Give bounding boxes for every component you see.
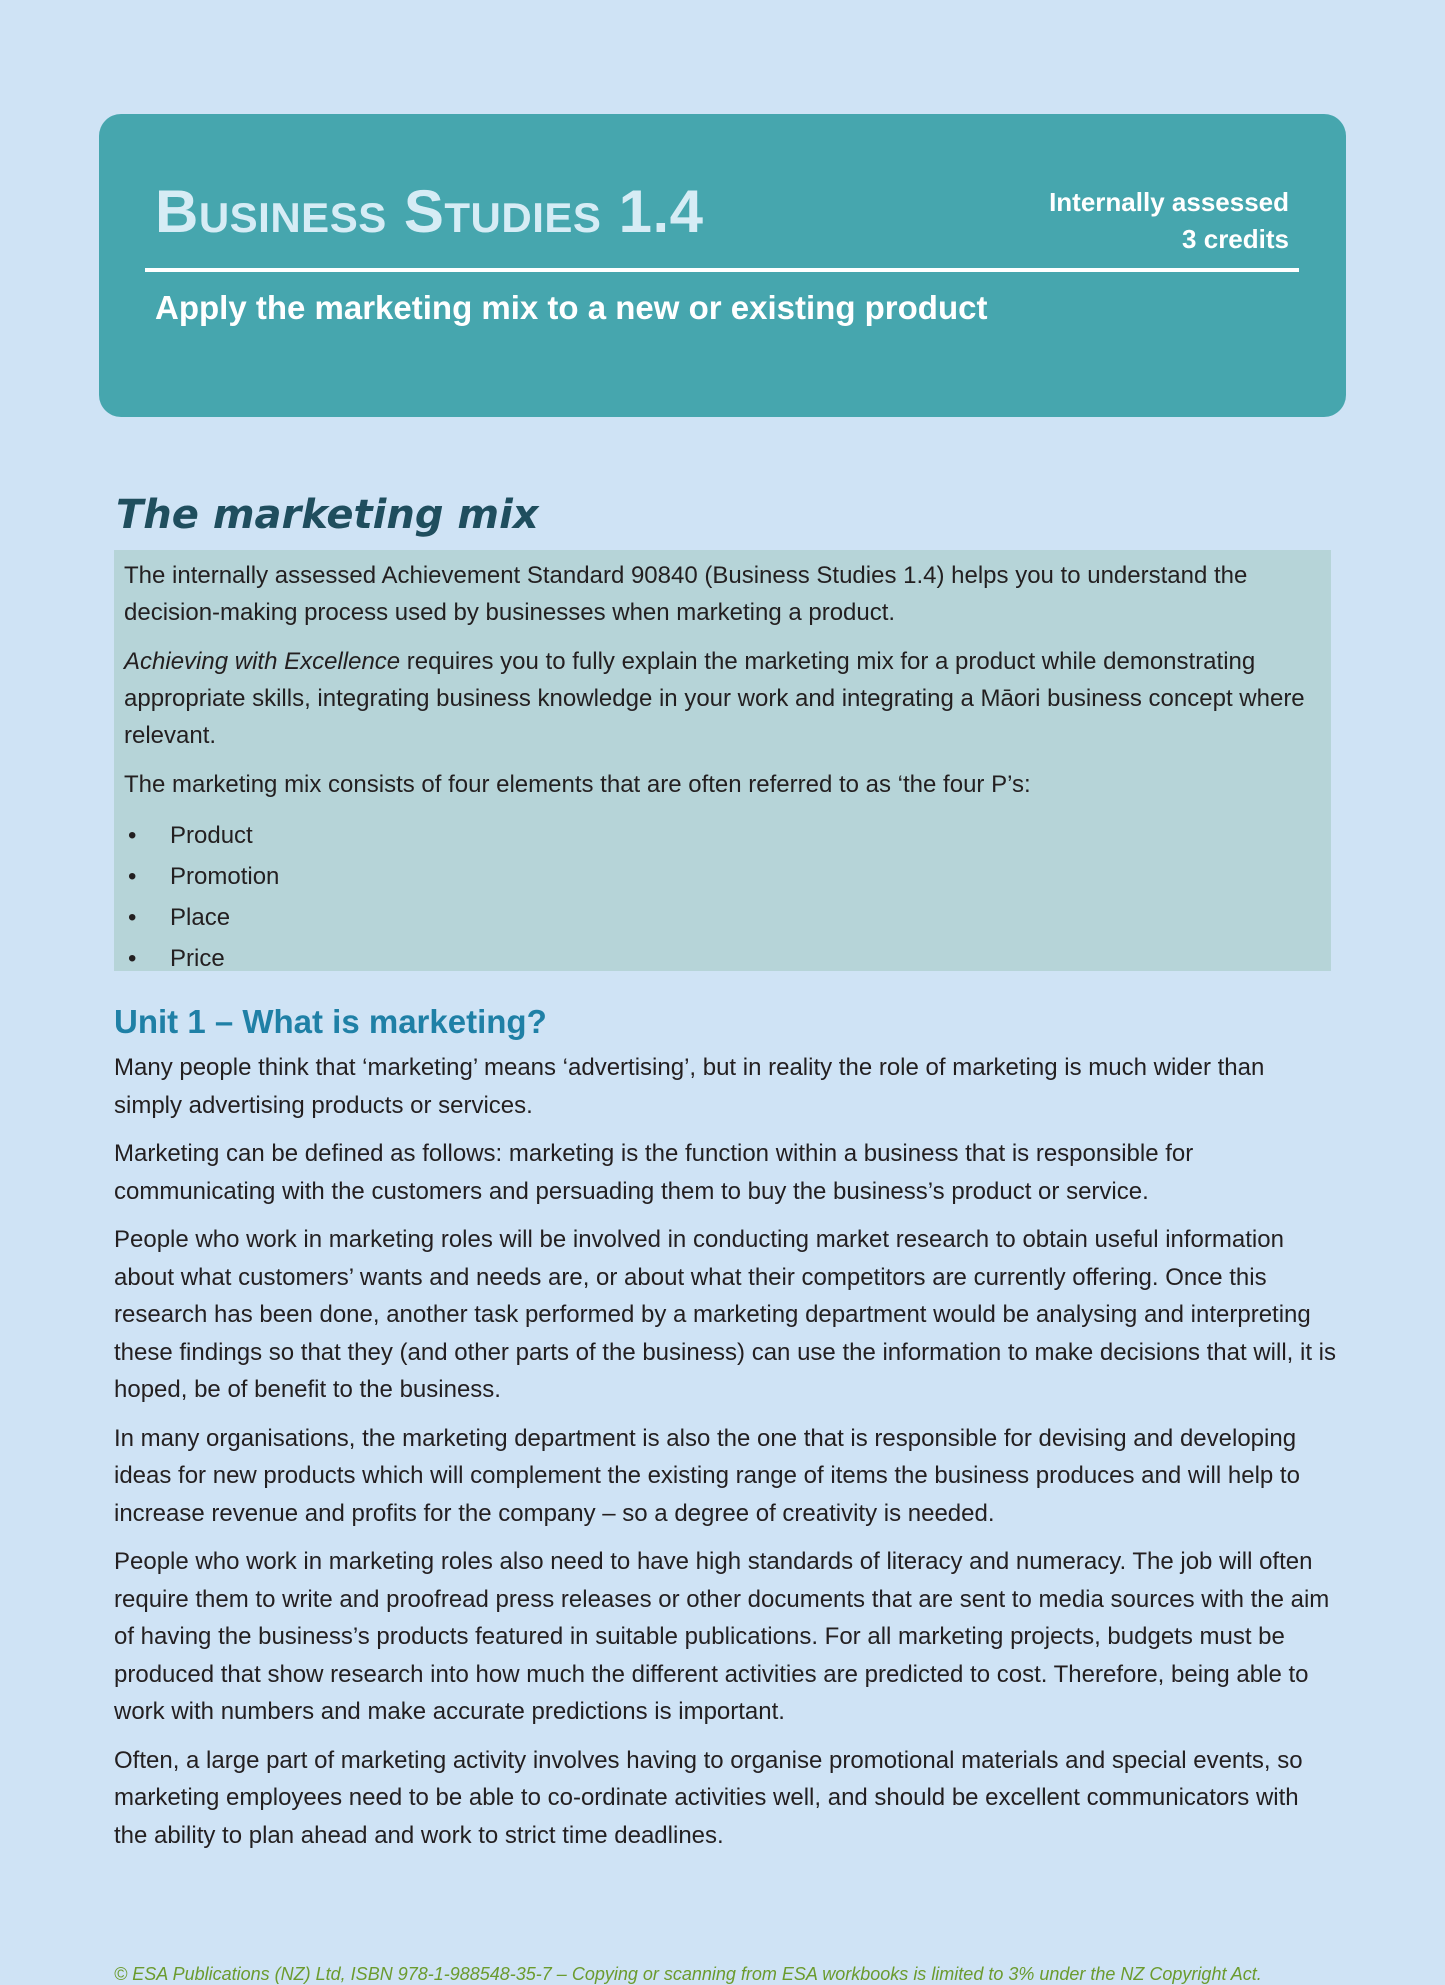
body-paragraph: Many people think that ‘marketing’ means ‘advertising’, but in reality the role of marketing is much wider than simply advertising products or services. <box>114 1054 1265 1119</box>
bullet-icon: • <box>128 863 137 890</box>
list-item-label: Promotion <box>170 863 280 890</box>
assessment-info <box>1049 184 1289 258</box>
body-paragraph: People who work in marketing roles also need to have high standards of literacy and numeracy. The job will often require them to write and proofread press releases or other documents that are sent to media sources with the aim of having the business’s products featured in suitable publications. For all marketing projects, budgets must be produced that show research into how much the different activities are predicted to cost. Therefore, being able to work with numbers and make accurate predictions is important. <box>114 1548 1330 1725</box>
list-item-label: Place <box>170 904 231 931</box>
page-title: Business Studies 1.4 <box>155 178 704 245</box>
list-item <box>124 938 1321 979</box>
bullet-icon: • <box>128 822 137 849</box>
section-heading-marketing-mix: The marketing mix <box>116 492 539 538</box>
body-paragraph: In many organisations, the marketing department is also the one that is responsible for devising and developing ideas for new products which will complement the existing range of items the business produces and will help to increase revenue and profits for the company – so a degree of creativity is needed. <box>114 1424 1300 1527</box>
intro-paragraph <box>124 643 1321 754</box>
emphasis-text: Achieving with Excellence <box>124 648 401 675</box>
unit-body <box>114 1049 1336 1865</box>
title-banner <box>99 114 1346 417</box>
list-item <box>124 897 1321 938</box>
list-item <box>124 856 1321 897</box>
copyright-footer: © ESA Publications (NZ) Ltd, ISBN 978-1-988548-35-7 – Copying or scanning from ESA workbooks is limited to 3% under the NZ Copyright Act. <box>114 1964 1262 1984</box>
body-paragraph: People who work in marketing roles will be involved in conducting market research to obtain useful information about what customers’ wants and needs are, or about what their competitors are currently offering. Once this research has been done, another task performed by a marketing department would be analysing and interpreting these findings so that they (and other parts of the business) can use the information to make decisions that will, it is hoped, be of benefit to the business. <box>114 1226 1336 1403</box>
standard-subtitle: Apply the marketing mix to a new or existing product <box>155 289 988 326</box>
unit-heading: Unit 1 – What is marketing? <box>114 1003 547 1040</box>
list-item-label: Price <box>170 945 225 972</box>
body-paragraph: Marketing can be defined as follows: marketing is the function within a business that is responsible for communicating with the customers and persuading them to buy the business’s product or service. <box>114 1140 1194 1205</box>
intro-box <box>114 550 1331 971</box>
list-item <box>124 815 1321 856</box>
intro-paragraph: The marketing mix consists of four elements that are often referred to as ‘the four P’s: <box>124 771 1031 798</box>
assessment-type: Internally assessed <box>1049 187 1289 217</box>
credits-count: 3 credits <box>1182 224 1289 254</box>
list-item-label: Product <box>170 822 253 849</box>
body-paragraph: Often, a large part of marketing activity involves having to organise promotional materials and special events, so marketing employees need to be able to co-ordinate activities well, and should be excellent communicators with the ability to plan ahead and work to strict time deadlines. <box>114 1746 1303 1849</box>
bullet-icon: • <box>128 945 137 972</box>
paragraph-text: requires you to fully explain the marketing mix for a product while demonstrating appropriate skills, integrating business knowledge in your work and integrating a Māori business concept where relevant. <box>124 648 1305 749</box>
intro-paragraph: The internally assessed Achievement Standard 90840 (Business Studies 1.4) helps you to understand the decision-making process used by businesses when marketing a product. <box>124 562 1248 626</box>
bullet-icon: • <box>128 904 137 931</box>
four-ps-list <box>124 815 1321 979</box>
header-divider <box>145 268 1299 272</box>
